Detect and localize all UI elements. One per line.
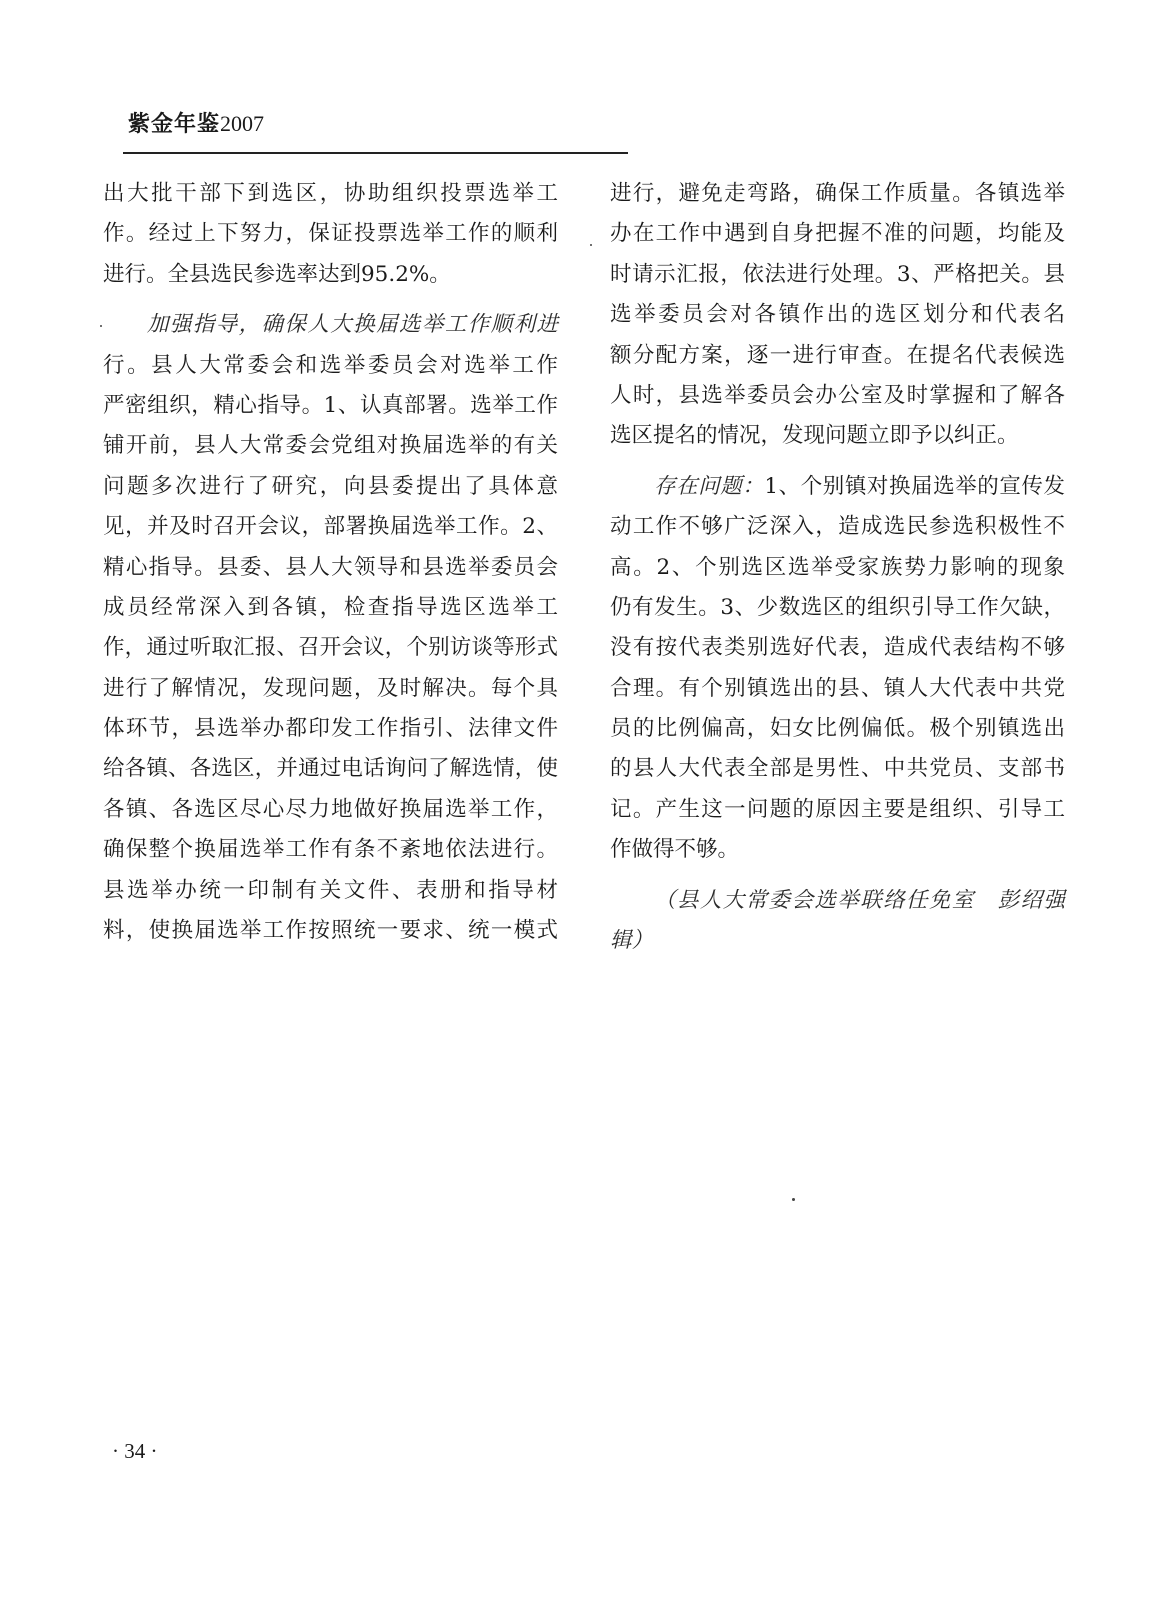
text-line: 进行。全县选民参选率达到95.2%。 — [103, 261, 451, 287]
paragraph-gap — [103, 295, 558, 305]
yearbook-name: 紫金年鉴 — [128, 112, 221, 137]
text-line: 高。2、个别选区选举受家族势力影响的现象 — [610, 554, 1065, 580]
section-keyword-issues: 存在问题： — [654, 473, 765, 499]
text-line: 各镇、各选区尽心尽力地做好换届选举工作， — [103, 796, 558, 822]
issues-first-line — [610, 467, 1065, 507]
page-number: · 34 · — [112, 1439, 158, 1463]
text-line: 进行了解情况，发现问题，及时解决。每个具 — [103, 675, 558, 701]
text-line: 体环节，县选举办都印发工作指引、法律文件 — [103, 716, 558, 742]
editor-credit: （县人大常委会选举联络任免室 彭绍强 — [654, 887, 1065, 913]
text-line: 确保整个换届选举工作有条不紊地依法进行。 — [103, 837, 558, 863]
text-line: 行。县人大常委会和选举委员会对选举工作 — [103, 352, 558, 378]
scan-speck — [792, 1198, 795, 1201]
text-line: 额分配方案，逐一进行审查。在提名代表候选 — [610, 342, 1065, 368]
text-line: 进行，避免走弯路，确保工作质量。各镇选举 — [610, 181, 1065, 206]
text-line: 时请示汇报，依法进行处理。3、严格把关。县 — [610, 261, 1065, 287]
text-line: 见，并及时召开会议，部署换届选举工作。2、 — [103, 514, 558, 540]
paragraph-gap — [610, 457, 1065, 467]
scan-speck — [590, 244, 592, 246]
text-line: 问题多次进行了研究，向县委提出了具体意 — [103, 473, 558, 499]
text-line: 作做得不够。 — [610, 837, 740, 863]
text-line: 办在工作中遇到自身把握不准的问题，均能及 — [610, 221, 1065, 247]
text-line: 仍有发生。3、少数选区的组织引导工作欠缺， — [610, 594, 1065, 620]
editor-credit-continued: 辑） — [610, 928, 654, 954]
text-line: 合理。有个别镇选出的县、镇人大代表中共党 — [610, 675, 1065, 701]
issues-first-text: 1、个别镇对换届选举的宣传发 — [764, 473, 1065, 499]
text-line: 人时，县选举委员会办公室及时掌握和了解各 — [610, 382, 1065, 408]
text-line: 没有按代表类别选好代表，造成代表结构不够 — [610, 635, 1065, 661]
text-line: 选举委员会对各镇作出的选区划分和代表名 — [610, 302, 1065, 328]
text-line: 精心指导。县委、县人大领导和县选举委员会 — [103, 554, 558, 580]
scan-speck — [100, 325, 102, 327]
yearbook-title — [128, 110, 264, 139]
text-line: 作。经过上下努力，保证投票选举工作的顺利 — [103, 221, 558, 247]
text-line: 动工作不够广泛深入，造成选民参选积极性不 — [610, 514, 1065, 540]
text-line: 严密组织，精心指导。1、认真部署。选举工作 — [103, 392, 558, 418]
text-line: 县选举办统一印制有关文件、表册和指导材 — [103, 877, 558, 903]
yearbook-year: 2007 — [220, 111, 265, 136]
text-line: 料，使换届选举工作按照统一要求、统一模式 — [103, 918, 558, 944]
text-line: 的县人大代表全部是男性、中共党员、支部书 — [610, 756, 1065, 782]
right-column — [610, 174, 1065, 961]
running-header — [123, 104, 628, 154]
section-keyword-guidance: 加强指导，确保人大换届选举工作顺利进 — [147, 312, 558, 338]
text-line: 铺开前，县人大常委会党组对换届选举的有关 — [103, 433, 558, 459]
text-line: 选区提名的情况，发现问题立即予以纠正。 — [610, 423, 1019, 449]
text-line: 出大批干部下到选区，协助组织投票选举工 — [103, 181, 558, 206]
text-line: 员的比例偏高，妇女比例偏低。极个别镇选出 — [610, 716, 1065, 742]
left-column — [103, 174, 558, 951]
text-line: 给各镇、各选区，并通过电话询问了解选情，使 — [103, 756, 558, 782]
paragraph-gap — [610, 871, 1065, 881]
text-line: 成员经常深入到各镇，检查指导选区选举工 — [103, 594, 558, 620]
text-line: 记。产生这一问题的原因主要是组织、引导工 — [610, 796, 1065, 822]
text-line: 作，通过听取汇报、召开会议，个别访谈等形式 — [103, 635, 558, 661]
